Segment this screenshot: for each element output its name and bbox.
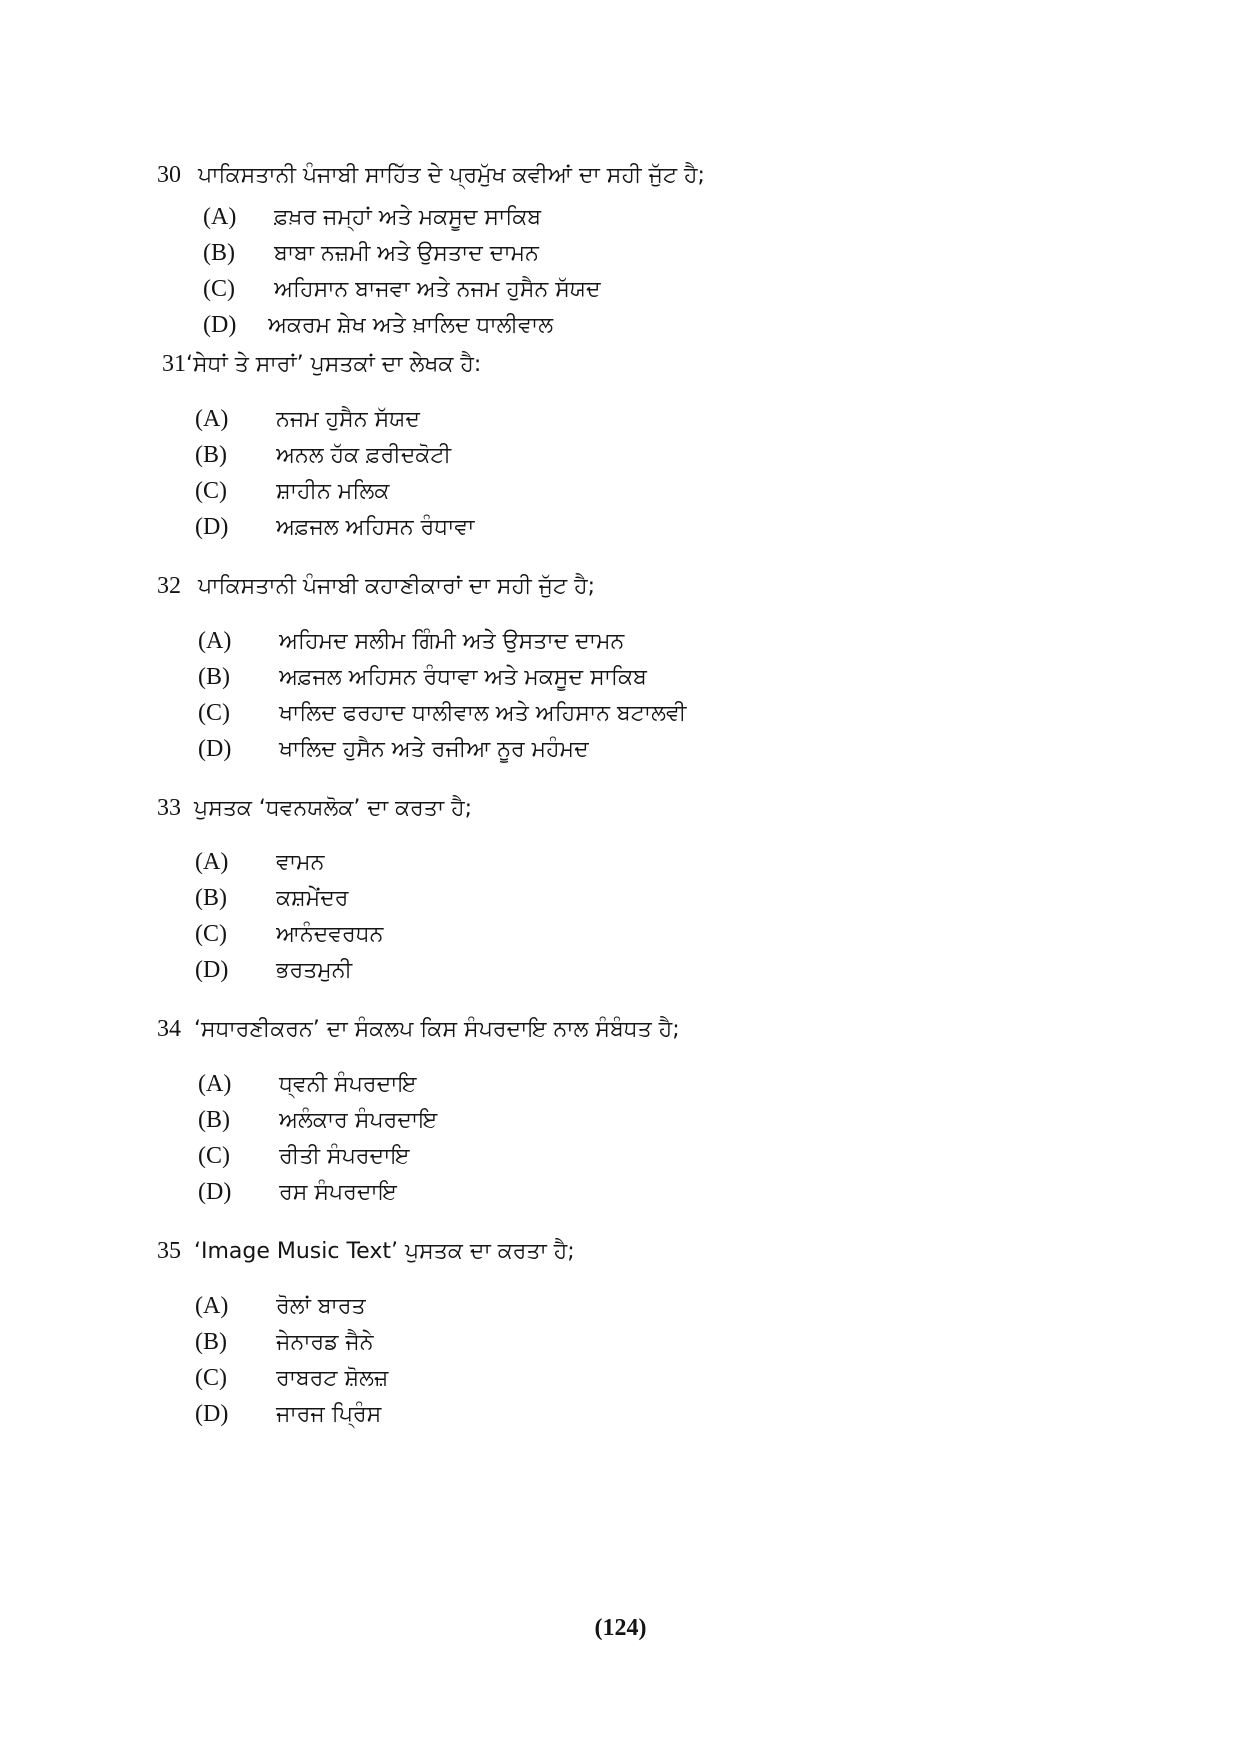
option-31-b [195, 442, 451, 476]
option-32-c [198, 700, 686, 734]
option-text: ਜਾਰਜ ਪ੍ਰਿੰਸ [276, 1402, 382, 1427]
option-label: (B) [198, 1107, 230, 1133]
option-text: ਬਾਬਾ ਨਜ਼ਮੀ ਅਤੇ ਉਸਤਾਦ ਦਾਮਨ [274, 241, 539, 266]
option-label: (B) [195, 442, 227, 468]
option-33-b [195, 885, 348, 919]
option-text: ਖਾਲਿਦ ਫਰਹਾਦ ਧਾਲੀਵਾਲ ਅਤੇ ਅਹਿਸਾਨ ਬਟਾਲਵੀ [279, 701, 687, 726]
option-label: (C) [195, 921, 227, 947]
option-35-c [195, 1365, 388, 1399]
question-number: 34 [157, 1016, 181, 1042]
question-30 [157, 160, 705, 191]
option-34-b [198, 1107, 437, 1141]
option-text: ਰਾਬਰਟ ਸ਼ੋਲਜ਼ [276, 1366, 389, 1391]
option-32-a [198, 628, 624, 662]
option-label: (C) [203, 276, 235, 302]
option-30-c [203, 276, 601, 310]
option-34-c [198, 1143, 410, 1177]
option-31-a [195, 406, 420, 440]
option-text: ਰੋਲਾਂ ਬਾਰਤ [276, 1294, 366, 1319]
question-number: 35 [157, 1238, 181, 1264]
option-label: (B) [203, 240, 235, 266]
option-33-c [195, 921, 383, 955]
option-label: (D) [195, 957, 229, 983]
option-label: (A) [195, 406, 229, 432]
question-34 [157, 1014, 680, 1045]
page-number: (124) [594, 1615, 647, 1641]
question-number: 31 [162, 351, 186, 377]
option-35-a [195, 1293, 366, 1327]
option-label: (C) [195, 478, 227, 504]
option-31-d [195, 514, 474, 548]
option-text: ਰਸ ਸੰਪਰਦਾਇ [279, 1180, 397, 1205]
question-text: ‘ਸੇਧਾਂ ਤੇ ਸਾਰਾਂ’ ਪੁਸਤਕਾਂ ਦਾ ਲੇਖਕ ਹੈ: [186, 352, 482, 377]
question-number: 33 [157, 795, 181, 821]
option-label: (A) [195, 1293, 229, 1319]
option-31-c [195, 478, 389, 512]
question-text: ਪਾਕਿਸਤਾਨੀ ਪੰਜਾਬੀ ਕਹਾਣੀਕਾਰਾਂ ਦਾ ਸਹੀ ਜੁੱਟ ਹੈ; [198, 574, 596, 599]
option-text: ਅਫ਼ਜਲ ਅਹਿਸਨ ਰੰਧਾਵਾ ਅਤੇ ਮਕਸੂਦ ਸਾਕਿਬ [279, 665, 647, 690]
option-label: (C) [198, 700, 230, 726]
option-label: (D) [203, 312, 237, 338]
option-label: (A) [198, 628, 232, 654]
option-34-d [198, 1179, 397, 1213]
question-33 [157, 793, 472, 824]
option-text: ਸ਼ਾਹੀਨ ਮਲਿਕ [276, 479, 390, 504]
option-text: ਫ਼ਖ਼ਰ ਜਮ੍ਹਾਂ ਅਤੇ ਮਕਸੂਦ ਸਾਕਿਬ [274, 205, 542, 230]
option-35-b [195, 1329, 374, 1363]
option-text: ਅਕਰਮ ਸ਼ੇਖ ਅਤੇ ਖ਼ਾਲਿਦ ਧਾਲੀਵਾਲ [268, 313, 554, 338]
option-34-a [198, 1071, 417, 1105]
option-33-d [195, 957, 352, 991]
question-number: 30 [157, 162, 181, 188]
option-text: ਧ੍ਵਨੀ ਸੰਪਰਦਾਇ [279, 1072, 417, 1097]
option-text: ਭਰਤਮੁਨੀ [276, 958, 353, 983]
option-label: (A) [203, 204, 237, 230]
option-text: ਅਹਿਮਦ ਸਲੀਮ ਗਿੰਮੀ ਅਤੇ ਉਸਤਾਦ ਦਾਮਨ [279, 629, 625, 654]
option-text: ਨਜਮ ਹੁਸੈਨ ਸੱਯਦ [276, 407, 420, 432]
question-text: ‘ਸਧਾਰਣੀਕਰਨ’ ਦਾ ਸੰਕਲਪ ਕਿਸ ਸੰਪਰਦਾਇ ਨਾਲ ਸੰਬੰਧਤ ਹੈ; [194, 1017, 680, 1042]
option-text: ਰੀਤੀ ਸੰਪਰਦਾਇ [279, 1144, 410, 1169]
option-text: ਅਲੰਕਾਰ ਸੰਪਰਦਾਇ [279, 1108, 438, 1133]
option-label: (D) [198, 736, 232, 762]
question-35 [157, 1236, 575, 1267]
option-text: ਆਨੰਦਵਰਧਨ [276, 922, 384, 947]
option-text: ਅਹਿਸਾਨ ਬਾਜਵਾ ਅਤੇ ਨਜਮ ਹੁਸੈਨ ਸੱਯਦ [274, 277, 601, 302]
option-text: ਅਨਲ ਹੱਕ ਫ਼ਰੀਦਕੋਟੀ [276, 443, 452, 468]
option-label: (D) [195, 1401, 229, 1427]
question-text: ‘Image Music Text’ ਪੁਸਤਕ ਦਾ ਕਰਤਾ ਹੈ; [194, 1239, 575, 1264]
option-text: ਅਫ਼ਜਲ ਅਹਿਸਨ ਰੰਧਾਵਾ [276, 515, 475, 540]
option-30-b [203, 240, 539, 274]
option-label: (B) [198, 664, 230, 690]
question-text: ਪੁਸਤਕ ‘ਧਵਨਯਲੋਕ’ ਦਾ ਕਰਤਾ ਹੈ; [194, 796, 473, 821]
option-30-d [203, 312, 553, 346]
option-32-d [198, 736, 589, 770]
option-text: ਕਸ਼ਮੇਂਦਰ [276, 886, 349, 911]
option-label: (C) [195, 1365, 227, 1391]
question-text: ਪਾਕਿਸਤਾਨੀ ਪੰਜਾਬੀ ਸਾਹਿੱਤ ਦੇ ਪ੍ਰਮੁੱਖ ਕਵੀਆਂ ਦਾ ਸਹੀ ਜੁੱਟ ਹੈ; [198, 163, 705, 188]
option-text: ਵਾਮਨ [276, 850, 325, 875]
option-30-a [203, 204, 541, 238]
option-35-d [195, 1401, 381, 1435]
option-label: (D) [195, 514, 229, 540]
option-text: ਜੇਨਾਰਡ ਜੈਨੇ [276, 1330, 374, 1355]
question-31 [162, 349, 481, 380]
question-32 [157, 571, 595, 602]
option-label: (B) [195, 885, 227, 911]
option-label: (D) [198, 1179, 232, 1205]
option-33-a [195, 849, 324, 883]
option-label: (A) [195, 849, 229, 875]
option-32-b [198, 664, 647, 698]
question-number: 32 [157, 573, 181, 599]
option-label: (C) [198, 1143, 230, 1169]
option-label: (B) [195, 1329, 227, 1355]
option-label: (A) [198, 1071, 232, 1097]
option-text: ਖਾਲਿਦ ਹੁਸੈਨ ਅਤੇ ਰਜੀਆ ਨੂਰ ਮਹੰਮਦ [279, 737, 589, 762]
